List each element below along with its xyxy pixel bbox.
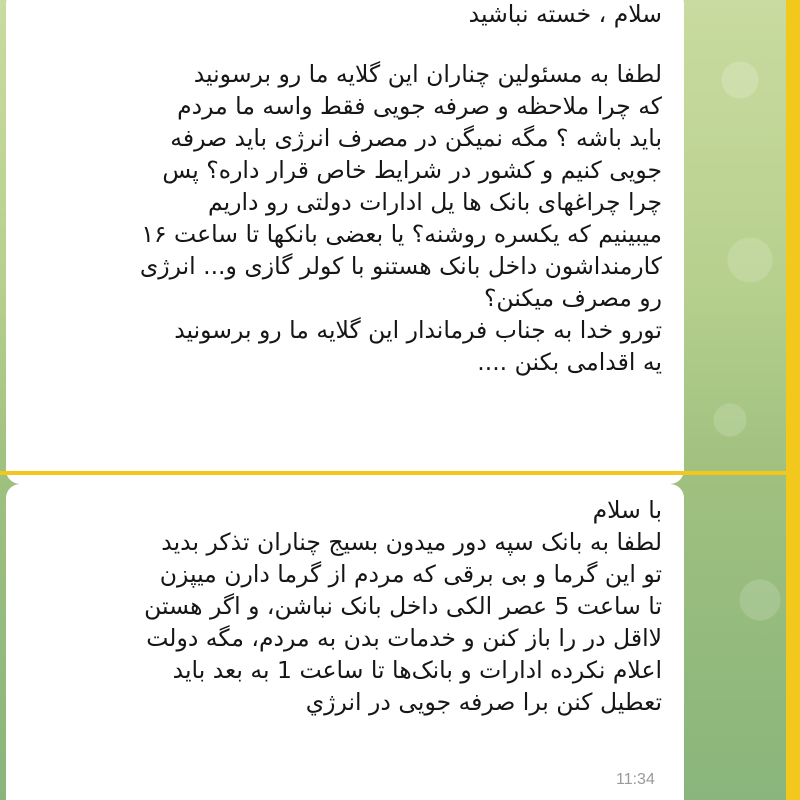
message-line: تعطیل کنن برا صرفه جویی در انرژي	[305, 688, 662, 716]
message-line: جویی کنیم و کشور در شرایط خاص قرار داره؟ پس	[162, 156, 662, 184]
message-line: میبینیم که یکسره روشنه؟ یا بعضی بانکها تا ساعت ۱۶	[141, 220, 662, 248]
message-line: رو مصرف میکنن؟	[483, 284, 662, 312]
message-line: کارمنداشون داخل بانک هستنو با کولر گازی و... انرژی	[139, 252, 662, 280]
message-line: تورو خدا به جناب فرماندار این گلایه ما رو برسونید	[174, 316, 662, 344]
screenshot-divider	[0, 471, 800, 475]
message-line: یه اقدامی بکنن ....	[477, 348, 662, 376]
blank-line	[30, 30, 662, 58]
message-line: سلام ، خسته نباشید	[468, 0, 662, 28]
message-line: تا ساعت 5 عصر الکی داخل بانک نباشن، و اگر هستن	[144, 592, 662, 620]
message-line: چرا چراغهای بانک ها یل ادارات دولتی رو داریم	[207, 188, 662, 216]
message-line: لطفا به مسئولین چناران این گلایه ما رو برسونید	[193, 60, 662, 88]
chat-wallpaper	[680, 0, 800, 800]
message-line: با سلام	[592, 496, 662, 524]
screenshot-border	[786, 0, 800, 800]
message-line: باید باشه ؟ مگه نمیگن در مصرف انرژی باید صرفه	[170, 124, 662, 152]
message-line: لطفا به بانک سپه دور میدون بسیج چناران تذکر بدید	[161, 528, 662, 556]
message-line: که چرا ملاحظه و صرفه جویی فقط واسه ما مردم	[177, 92, 662, 120]
message-line: تو این گرما و بی برقی که مردم از گرما دارن میپزن	[159, 560, 662, 588]
message-bubble-2[interactable]	[6, 484, 684, 800]
message-line: اعلام نکرده ادارات و بانک‌ها تا ساعت 1 به بعد باید	[172, 656, 662, 684]
message-timestamp: 11:34	[616, 771, 655, 788]
message-line: لااقل در را باز کنن و خدمات بدن به مردم، مگه دولت	[146, 624, 662, 652]
message-bubble-1[interactable]	[6, 0, 684, 484]
